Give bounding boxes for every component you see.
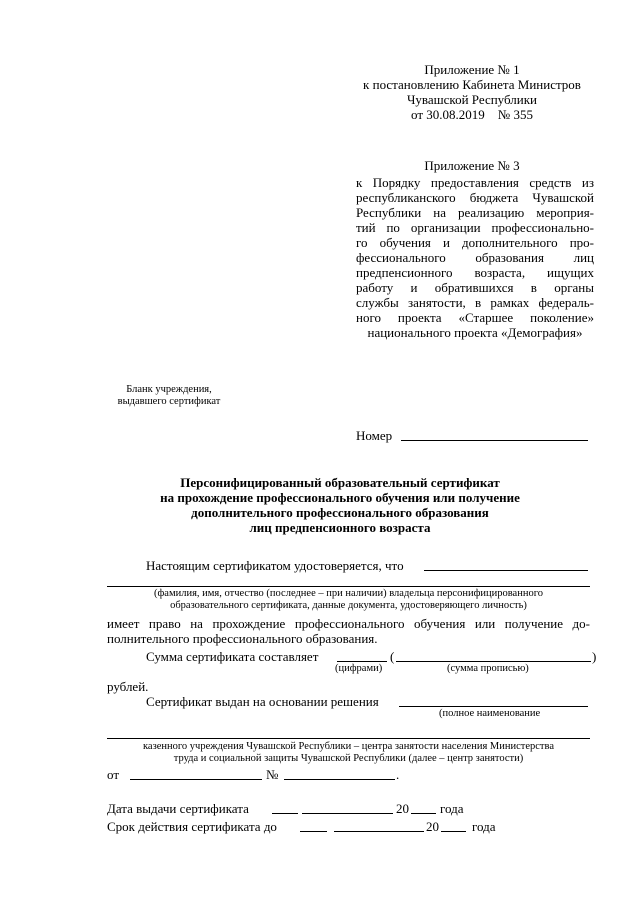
appendix3-line: республиканского бюджета Чувашской: [356, 190, 594, 205]
sum-close-paren: ): [592, 649, 597, 664]
appendix3-block: [356, 175, 594, 340]
appendix1-line2: к постановлению Кабинета Министров: [363, 77, 581, 92]
appendix3-line: службы занятости, в рамках федераль-: [356, 295, 594, 310]
sum-digits-line[interactable]: [337, 661, 387, 662]
holder-name-line-2[interactable]: [107, 586, 590, 587]
issue-date-label: Дата выдачи сертификата: [107, 801, 249, 816]
appendix1-line4: от 30.08.2019 № 355: [411, 107, 533, 122]
title-line3: дополнительного профессионального образования: [191, 505, 489, 520]
title-line2: на прохождение профессионального обучения или получение: [160, 490, 520, 505]
certify-text: Настоящим сертификатом удостоверяется, что: [146, 558, 404, 573]
institution-blank: [104, 384, 234, 408]
certificate-title: [100, 475, 580, 535]
appendix3-line: ного проекта «Старшее поколение»: [356, 310, 594, 325]
validity-date-label: Срок действия сертификата до: [107, 819, 277, 834]
holder-note: [107, 588, 590, 612]
sum-label: Сумма сертификата составляет: [146, 649, 319, 664]
sum-open-paren: (: [390, 649, 395, 664]
title-line1: Персонифицированный образовательный сертификат: [180, 475, 500, 490]
from-label: от: [107, 767, 120, 782]
holder-name-line-1[interactable]: [424, 570, 588, 571]
decision-period: .: [396, 767, 400, 782]
appendix3-line: фессионального образования лиц: [356, 250, 594, 265]
issue-year-suffix: года: [440, 801, 464, 816]
sum-words-line[interactable]: [396, 661, 591, 662]
center-note-line2: труда и социальной защиты Чувашской Республики (далее – центр занятости): [173, 753, 524, 764]
appendix3-line: работу и обратившихся в органы: [356, 280, 594, 295]
holder-note-line1: (фамилия, имя, отчество (последнее – при наличии) владельца персонифицированного: [154, 588, 543, 599]
decision-number-sign: №: [266, 767, 279, 782]
appendix1-block: [352, 62, 592, 122]
validity-year-line[interactable]: [441, 831, 466, 832]
rubles-label: рублей.: [107, 679, 149, 694]
decision-date-line[interactable]: [130, 779, 262, 780]
decision-number-line[interactable]: [284, 779, 395, 780]
note-digits: (цифрами): [335, 663, 383, 674]
issue-month-line[interactable]: [302, 813, 393, 814]
institution-blank-line1: Бланк учреждения,: [126, 384, 212, 395]
decision-line-2[interactable]: [107, 738, 590, 739]
issue-day-line[interactable]: [272, 813, 298, 814]
validity-month-line[interactable]: [334, 831, 424, 832]
right-line1: имеет право на прохождение профессионального обучения или получение до-: [107, 616, 590, 631]
appendix3-line: Республики на реализацию мероприя-: [356, 205, 594, 220]
right-statement: [107, 616, 590, 646]
right-line2: полнительного профессионального образования.: [107, 631, 378, 646]
appendix3-title: Приложение № 3: [424, 158, 520, 173]
number-label: Номер: [356, 428, 393, 443]
appendix3-line: предпенсионного возраста, ищущих: [356, 265, 594, 280]
issued-basis-label: Сертификат выдан на основании решения: [146, 694, 379, 709]
note-fullname: (полное наименование: [439, 708, 541, 719]
appendix1-line3: Чувашской Республики: [406, 92, 538, 107]
center-note-line1: казенного учреждения Чувашской Республики – центра занятости населения Министерства: [142, 741, 554, 752]
number-field-line[interactable]: [401, 440, 588, 441]
appendix3-line: тий по организации профессионально-: [356, 220, 594, 235]
appendix3-line: национального проекта «Демография»: [367, 325, 583, 340]
holder-note-line2: образовательного сертификата, данные документа, удостоверяющего личность): [170, 600, 527, 611]
issue-year-line[interactable]: [411, 813, 436, 814]
appendix3-line: к Порядку предоставления средств из: [356, 175, 594, 190]
note-words: (сумма прописью): [447, 663, 529, 674]
title-line4: лиц предпенсионного возраста: [249, 520, 431, 535]
issue-year-prefix: 20: [396, 801, 409, 816]
institution-blank-line2: выдавшего сертификат: [117, 396, 221, 407]
validity-year-suffix: года: [472, 819, 496, 834]
appendix1-line1: Приложение № 1: [424, 62, 520, 77]
validity-day-line[interactable]: [300, 831, 327, 832]
validity-year-prefix: 20: [426, 819, 439, 834]
appendix3-line: го обучения и дополнительного про-: [356, 235, 594, 250]
center-note: [107, 741, 590, 765]
decision-line-1[interactable]: [399, 706, 588, 707]
